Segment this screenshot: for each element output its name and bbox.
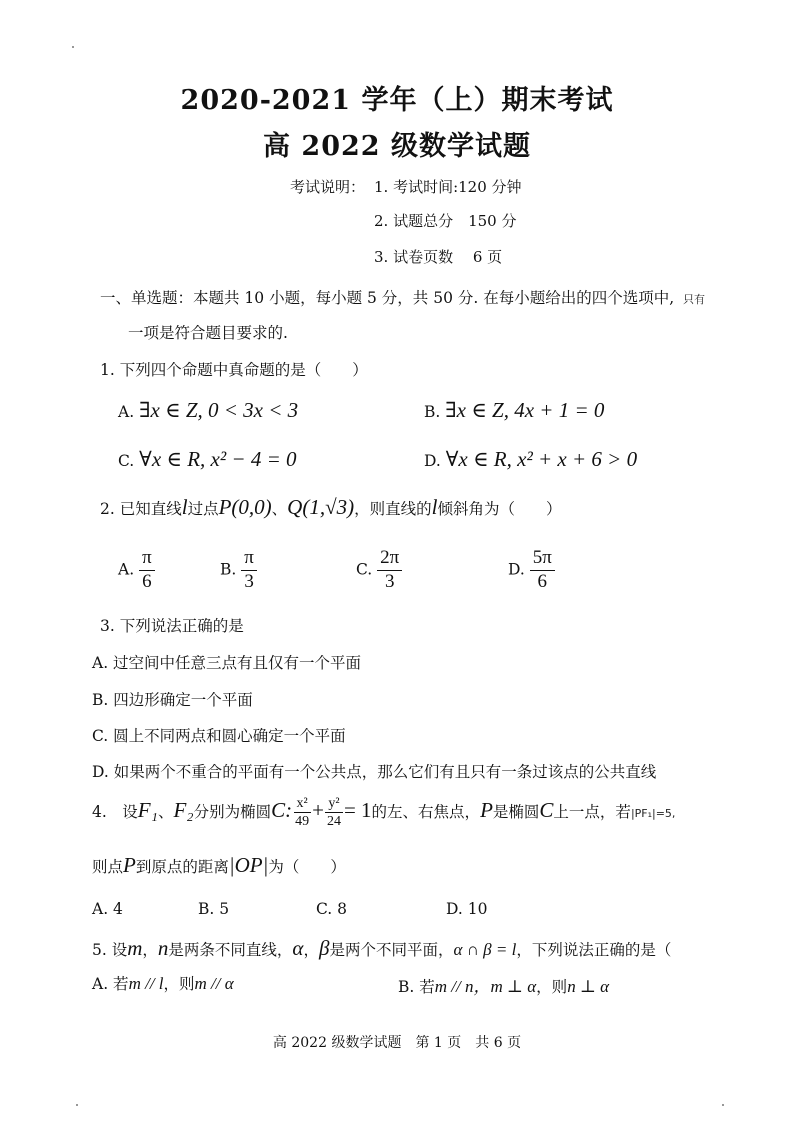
q2-option-d-label: D.: [508, 560, 525, 579]
q2-option-b: [220, 548, 257, 593]
q4-option-d: D. 10: [446, 900, 488, 918]
q4-p: P: [480, 797, 493, 822]
q5-option-b-text1: B. 若: [398, 978, 435, 996]
scan-speck: [722, 1104, 724, 1106]
q4-op: |OP|: [228, 853, 269, 877]
q4-frac-x-den: 49: [295, 814, 310, 830]
q4-stem-d: 是椭圆: [492, 802, 540, 821]
exam-info-label: 考试说明：: [290, 178, 366, 196]
q2-option-a-label: A.: [118, 560, 135, 579]
q1-option-c-label: C.: [118, 452, 135, 470]
q1-option-a: [118, 398, 298, 423]
q5-c2: ，: [303, 941, 319, 959]
exam-info-pages: 3. 试卷页数 6 页: [374, 248, 503, 266]
q3-option-a: A. 过空间中任意三点有且仅有一个平面: [92, 654, 362, 672]
q2-option-c: [356, 548, 402, 593]
q2-option-d-frac: [530, 548, 555, 593]
q5-option-a: [92, 972, 234, 994]
q5-option-a-text1: A. 若: [92, 975, 129, 993]
q4-c2: C: [539, 797, 554, 822]
q3-option-c: C. 圆上不同两点和圆心确定一个平面: [92, 727, 346, 745]
question-1-stem: 1. 下列四个命题中真命题的是（ ）: [100, 361, 368, 379]
q2-option-b-den: 3: [244, 570, 254, 592]
q4-stem-e: 上一点，若: [553, 802, 631, 821]
q5-option-a-expr1: m // l: [128, 974, 164, 993]
q2-option-b-label: B.: [220, 560, 237, 579]
scan-speck: [76, 1104, 78, 1106]
q5-stem-d: ，下列说法正确的是（: [516, 941, 672, 959]
q4-frac-x: [292, 796, 312, 830]
q4-option-a: A. 4: [92, 900, 123, 918]
q2-option-a-den: 6: [142, 570, 152, 592]
q4-frac-x-num: x²: [294, 796, 311, 813]
q1-option-d-expr: ∀x ∈ R, x² + x + 6 > 0: [445, 447, 638, 471]
q5-n: n: [157, 936, 169, 960]
q1-option-b-expr: ∃x ∈ Z, 4x + 1 = 0: [445, 398, 605, 422]
q2-stem-b: 过点: [187, 500, 219, 518]
exam-title: 2020-2021 学年（上）期末考试: [180, 85, 614, 116]
q5-option-b-expr1: m // n，m ⊥ α: [434, 977, 537, 996]
q2-point-q: Q(1,√3): [287, 495, 355, 519]
question-2-stem: [100, 495, 561, 520]
q2-option-a-num: π: [139, 548, 155, 571]
q1-option-b: [424, 398, 604, 423]
q1-option-a-label: A.: [118, 403, 135, 421]
exam-subtitle: 高 2022 级数学试题: [263, 131, 531, 162]
q4-line2-p: P: [123, 853, 136, 877]
q4-line2-a: 则点: [92, 858, 124, 876]
q2-option-d: [508, 548, 555, 593]
q5-alpha: α: [292, 936, 304, 960]
question-4-line2: [92, 853, 346, 878]
q2-option-b-num: π: [241, 548, 257, 571]
q4-frac-y-num: y²: [325, 796, 342, 813]
q3-option-d: D. 如果两个不重合的平面有一个公共点，那么它们有且只有一条过该点的公共直线: [92, 763, 657, 781]
q2-point-p: P(0,0): [218, 495, 272, 519]
q2-option-c-den: 3: [384, 570, 395, 592]
q4-handwritten: |PF₁|=5,: [630, 806, 676, 820]
q5-stem-b: 是两条不同直线，: [168, 941, 293, 959]
q2-option-c-label: C.: [356, 560, 373, 579]
q4-frac-y-den: 24: [326, 814, 341, 830]
q4-f1: F₁: [137, 797, 158, 822]
q4-line2-c: 为（ ）: [268, 858, 346, 876]
q4-frac-y: [324, 796, 344, 830]
q4-c-label: C:: [271, 797, 293, 822]
q5-option-a-expr2: m // α: [194, 974, 234, 993]
q2-option-d-den: 6: [537, 570, 548, 592]
q5-c1: ，: [142, 941, 158, 959]
q1-option-c-expr: ∀x ∈ R, x² − 4 = 0: [139, 447, 297, 471]
question-3-stem: 3. 下列说法正确的是: [100, 617, 244, 635]
q4-eq: = 1: [343, 797, 372, 822]
q5-stem-c: 是两个不同平面，: [329, 941, 454, 959]
q1-option-b-label: B.: [424, 403, 441, 421]
q2-option-b-frac: [241, 548, 257, 593]
q5-m: m: [127, 936, 143, 960]
q2-option-a: [118, 548, 155, 593]
q2-line-l-2: l: [431, 495, 438, 519]
q5-option-a-text2: ，则: [163, 975, 195, 993]
q2-option-c-num: 2π: [377, 548, 402, 571]
q2-stem-a: 2. 已知直线: [100, 500, 182, 518]
exam-info-time: 1. 考试时间:120 分钟: [374, 178, 522, 196]
q2-stem-c: ，则直线的: [354, 500, 432, 518]
scan-speck: [72, 46, 74, 48]
q3-option-b: B. 四边形确定一个平面: [92, 691, 253, 709]
section-header: 一、单选题：本题共 10 小题，每小题 5 分，共 50 分. 在每小题给出的四个选项中,: [100, 289, 675, 307]
section-header-cont: 一项是符合题目要求的.: [128, 324, 288, 342]
q1-option-d: [424, 447, 637, 472]
page-footer: 高 2022 级数学试题 第 1 页 共 6 页: [272, 1035, 522, 1051]
q1-option-a-expr: ∃x ∈ Z, 0 < 3x < 3: [139, 398, 299, 422]
q5-option-b-expr2: n ⊥ α: [567, 977, 610, 996]
q2-stem-d: 倾斜角为（ ）: [437, 500, 562, 518]
q5-option-b-text2: ，则: [536, 978, 568, 996]
q2-option-d-num: 5π: [530, 548, 555, 571]
q4-stem-b: 分别为椭圆: [193, 802, 272, 821]
q4-option-c: C. 8: [316, 900, 348, 918]
q5-stem-a: 5. 设: [92, 941, 128, 959]
q1-option-d-label: D.: [424, 452, 441, 470]
q4-stem-a: 4. 设: [92, 802, 138, 821]
q5-cap: α ∩ β = l: [453, 940, 517, 959]
q2-sep: 、: [271, 500, 288, 518]
q4-f2: F₂: [173, 797, 194, 822]
q2-option-a-frac: [139, 548, 155, 593]
q5-beta: β: [318, 936, 330, 960]
question-5-stem: [92, 936, 671, 961]
q4-sep: 、: [157, 802, 174, 821]
handwritten-note: 只有: [683, 293, 705, 306]
q2-option-c-frac: [377, 548, 402, 593]
q4-stem-c: 的左、右焦点，: [371, 802, 481, 821]
q4-line2-b: 到原点的距离: [135, 858, 229, 876]
exam-info-score: 2. 试题总分 150 分: [374, 212, 517, 230]
q1-option-c: [118, 447, 297, 472]
q4-plus: +: [312, 797, 324, 822]
q5-option-b: [398, 972, 609, 997]
q4-option-b: B. 5: [198, 900, 230, 918]
question-4-stem: [92, 796, 675, 830]
q2-line-l: l: [181, 495, 188, 519]
